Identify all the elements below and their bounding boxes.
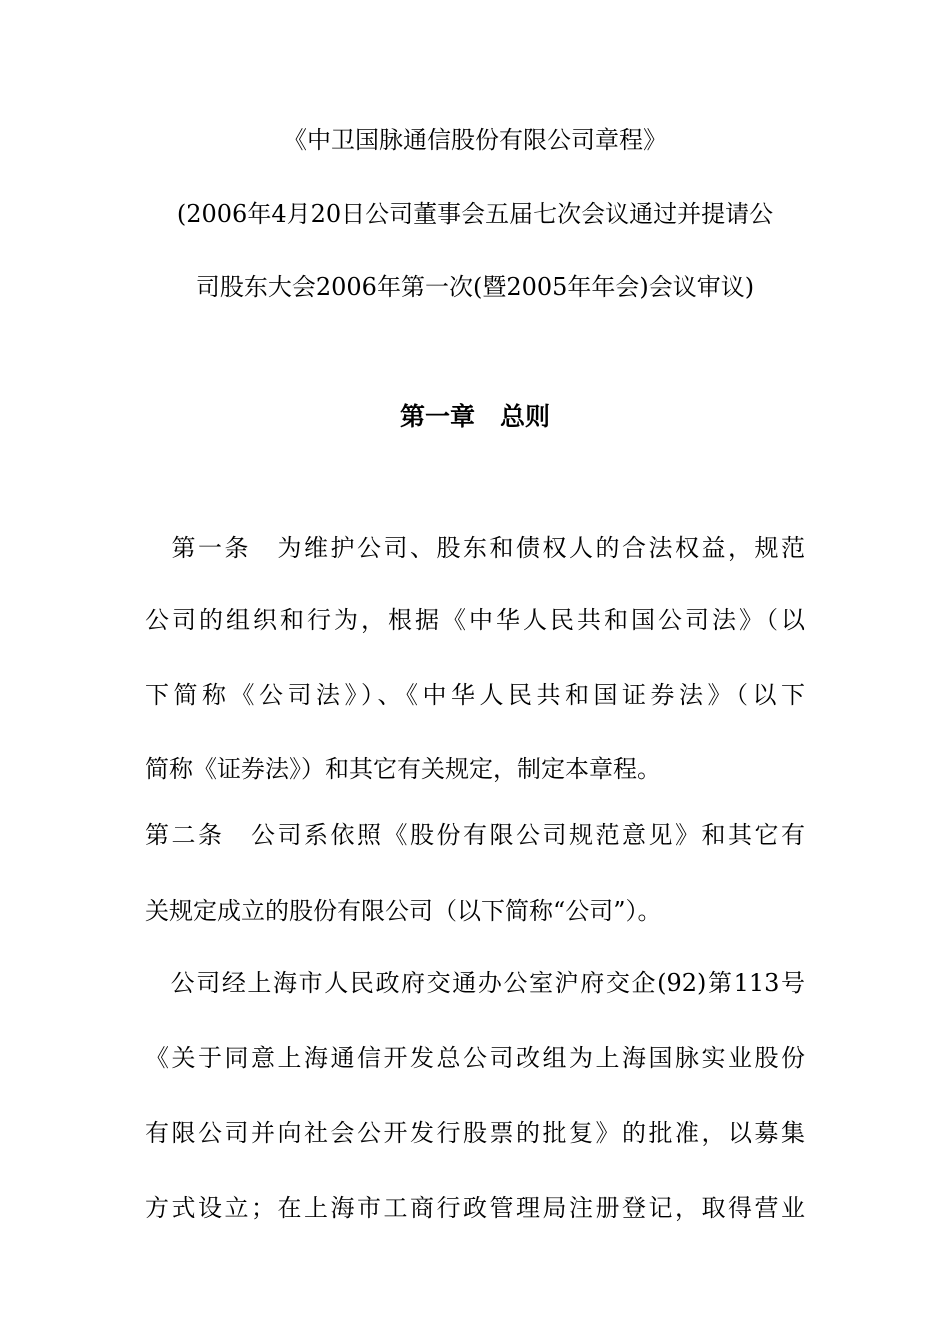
document-note-line-1: (2006年4月20日公司董事会五届七次会议通过并提请公 — [176, 200, 774, 228]
paragraph-3-line-4: 方式设立；在上海市工商行政管理局注册登记，取得营业 — [145, 1194, 805, 1222]
article-1-line-1: 第一条 为维护公司、股东和债权人的合法权益，规范 — [145, 534, 805, 562]
paragraph-3-line-2: 《关于同意上海通信开发总公司改组为上海国脉实业股份 — [145, 1044, 805, 1072]
paragraph-3-line-1: 公司经上海市人民政府交通办公室沪府交企(92)第113号 — [145, 969, 805, 997]
paragraph-3-line-3: 有限公司并向社会公开发行股票的批复》的批准，以募集 — [145, 1119, 805, 1147]
document-title: 《中卫国脉通信股份有限公司章程》 — [283, 126, 667, 154]
article-2-line-1: 第二条 公司系依照《股份有限公司规范意见》和其它有 — [145, 821, 805, 849]
document-note-line-2: 司股东大会2006年第一次(暨2005年年会)会议审议) — [195, 273, 755, 301]
article-1-line-2: 公司的组织和行为，根据《中华人民共和国公司法》（以 — [145, 606, 805, 634]
chapter-heading: 第一章 总则 — [399, 402, 550, 431]
article-2-line-2: 关规定成立的股份有限公司（以下简称“公司”）。 — [145, 897, 662, 925]
article-1-line-3: 下简称《公司法》）、《中华人民共和国证券法》（以下 — [145, 681, 805, 709]
article-1-line-4: 简称《证券法》）和其它有关规定，制定本章程。 — [145, 755, 661, 783]
